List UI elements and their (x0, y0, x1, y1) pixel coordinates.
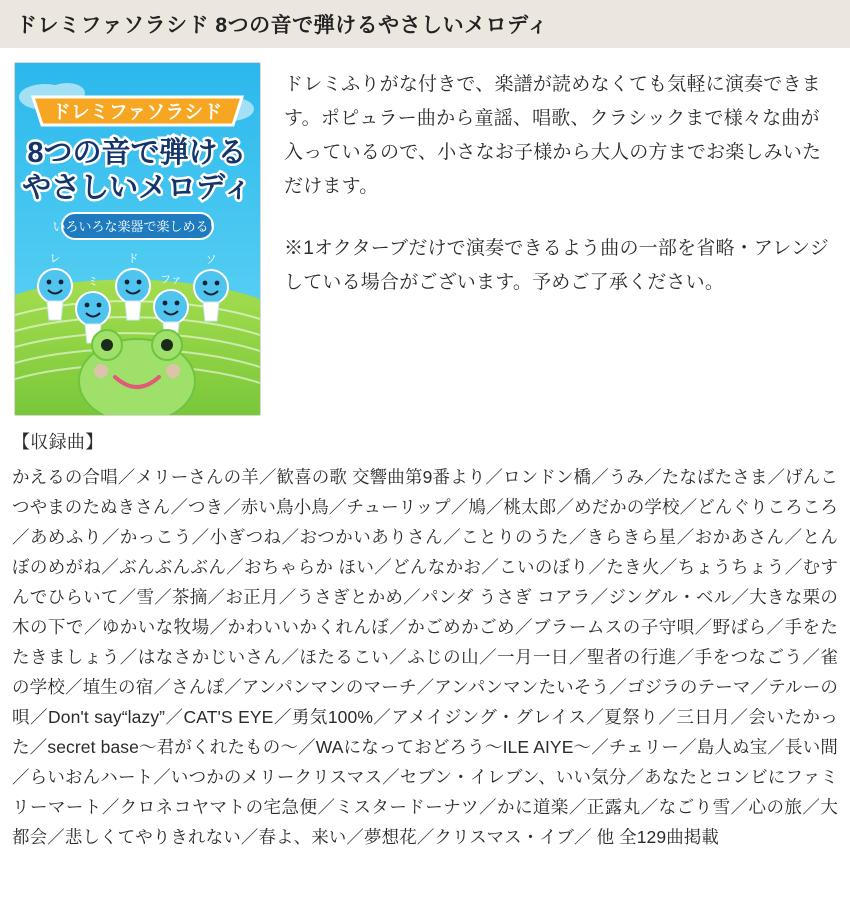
cover-image-wrapper (14, 60, 276, 416)
svg-text:ド: ド (127, 253, 139, 265)
product-summary-section (0, 48, 850, 416)
page-title-bar (0, 0, 850, 48)
svg-text:ファ: ファ (160, 274, 182, 286)
svg-text:ミ: ミ (87, 276, 99, 288)
product-description (276, 60, 836, 416)
svg-text:レ: レ (49, 253, 61, 265)
tracklist-heading: 【収録曲】 (12, 432, 104, 452)
svg-text:いろいろな楽器で楽しめる！: いろいろな楽器で楽しめる！ (52, 219, 222, 234)
description-paragraph-2: ※1オクターブだけで演奏できるよう曲の一部を省略・アレンジしている場合がございます。予めご了承ください。 (284, 238, 829, 293)
tracklist-section (0, 416, 850, 852)
svg-text:ドレミファソラシド: ドレミファソラシド (51, 102, 223, 123)
description-paragraph-1: ドレミふりがな付きで、楽譜が読めなくても気軽に演奏できます。ポピュラー曲から童謡、唱歌、クラシックまで様々な曲が入っているので、小さなお子様から大人の方までお楽しみいただけます。 (284, 74, 822, 197)
svg-text:やさしいメロディ: やさしいメロディ (22, 172, 252, 204)
book-cover-image[interactable] (14, 62, 261, 416)
tracklist-body: かえるの合唱／メリーさんの羊／歓喜の歌 交響曲第9番より／ロンドン橋／うみ／たなばたさま／げんこつやまのたぬきさん／つき／赤い鳥小鳥／チューリップ／鳩／桃太郎／めだかの学校／どんぐりころころ／あめふり／かっこう／小ぎつね／おつかいありさん／ことりのうた／きらきら星／おかあさん／とんぼのめがね／ぶんぶんぶん／おちゃらか ほい／どんなかお／こいのぼり／たき火／ちょうちょう／むすんでひらいて／雪／茶摘／お正月／うさぎとかめ／パンダ うさぎ コアラ／ジングル・ベル／大きな栗の木の下で／ゆかいな牧場／かわいいかくれんぼ／かごめかごめ／ブラームスの子守唄／野ばら／手をたたきましょう／はなさかじいさん／ほたるこい／ふじの山／一月一日／聖者の行進／手をつなごう／雀の学校／埴生の宿／さんぽ／アンパンマンのマーチ／アンパンマンたいそう／ゴジラのテーマ／テルーの唄／Don't say“lazy”／CAT'S EYE／勇気100%／アメイジング・グレイス／夏祭り／三日月／会いたかった／secret base〜君がくれたもの〜／WAになっておどろう〜ILE AIYE〜／チェリー／島人ぬ宝／長い間／らいおんハート／いつかのメリークリスマス／セブン・イレブン、いい気分／あなたとコンビにファミリーマート／クロネコヤマトの宅急便／ミスタードーナツ／かに道楽／正露丸／なごり雪／心の旅／大都会／悲しくてやりきれない／春よ、来い／夢想花／クリスマス・イブ／ 他 全129曲掲載 (12, 467, 838, 847)
svg-text:ソ: ソ (205, 254, 217, 266)
book-cover-illustration (15, 63, 260, 415)
page-title: ドレミファソラシド 8つの音で弾けるやさしいメロディ (16, 14, 549, 37)
svg-text:8つの音で弾ける: 8つの音で弾ける (27, 137, 247, 169)
